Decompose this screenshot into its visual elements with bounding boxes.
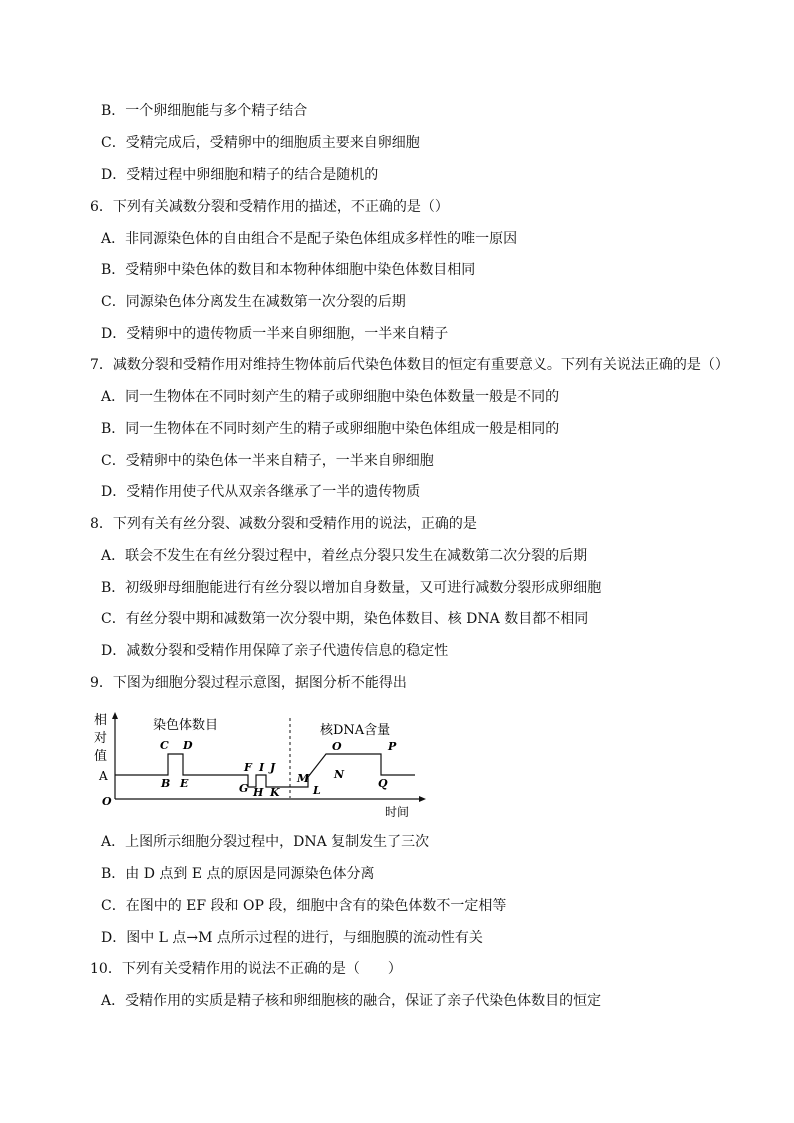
q7-option-b: B．同一生物体在不同时刻产生的精子或卵细胞中染色体组成一般是相同的 [101, 421, 560, 437]
y-axis-arrow [112, 712, 118, 719]
point-label: H [253, 786, 264, 799]
q7-option-d: D．受精作用使子代从双亲各继承了一半的遗传物质 [101, 484, 421, 500]
x-label: 时间 [385, 805, 410, 819]
q8-option-d: D．减数分裂和受精作用保障了亲子代遗传信息的稳定性 [101, 643, 449, 659]
option-c: C．受精完成后，受精卵中的细胞质主要来自卵细胞 [101, 135, 420, 151]
point-label: O [332, 740, 342, 753]
point-label: F [244, 761, 252, 774]
q6-option-d: D．受精卵中的遗传物质一半来自卵细胞，一半来自精子 [101, 326, 449, 342]
y-tick-a: A [99, 769, 108, 783]
point-label: E [180, 777, 189, 790]
q8-option-a: A．联会不发生在有丝分裂过程中，着丝点分裂只发生在减数第二次分裂的后期 [101, 548, 588, 564]
option-d: D．受精过程中卵细胞和精子的结合是随机的 [101, 167, 379, 183]
right-title: 核DNA含量 [320, 723, 391, 738]
point-label: K [270, 786, 280, 799]
left-title: 染色体数目 [153, 718, 219, 733]
q10-option-a: A．受精作用的实质是精子核和卵细胞核的融合，保证了亲子代染色体数目的恒定 [101, 993, 602, 1009]
question-8: 8．下列有关有丝分裂、减数分裂和受精作用的说法，正确的是 [90, 516, 477, 532]
q7-option-a: A．同一生物体在不同时刻产生的精子或卵细胞中染色体数量一般是不同的 [101, 389, 560, 405]
q9-option-b: B．由 D 点到 E 点的原因是同源染色体分离 [101, 866, 375, 882]
y-label-char: 相 [94, 713, 108, 728]
point-label: B [161, 777, 171, 790]
option-b: B．一个卵细胞能与多个精子结合 [101, 103, 308, 119]
point-label: N [334, 768, 345, 781]
point-label: D [183, 739, 193, 752]
question-10: 10．下列有关受精作用的说法不正确的是（ ） [90, 961, 402, 977]
q6-option-b: B．受精卵中染色体的数目和本物种体细胞中染色体数目相同 [101, 262, 476, 278]
q9-option-a: A．上图所示细胞分裂过程中，DNA 复制发生了三次 [101, 834, 430, 850]
point-label: M [297, 772, 310, 785]
q7-option-c: C．受精卵中的染色体一半来自精子，一半来自卵细胞 [101, 453, 434, 469]
point-label: J [270, 761, 276, 774]
point-label: Q [378, 777, 388, 790]
q9-option-d: D．图中 L 点→M 点所示过程的进行，与细胞膜的流动性有关 [101, 930, 483, 946]
point-label: L [313, 784, 321, 797]
q6-option-a: A．非同源染色体的自由组合不是配子染色体组成多样性的唯一原因 [101, 231, 518, 247]
point-label: P [388, 740, 397, 753]
y-label-char: 对 [94, 731, 108, 746]
origin-label: O [102, 795, 112, 808]
point-label: I [259, 761, 265, 774]
q6-option-c: C．同源染色体分离发生在减数第一次分裂的后期 [101, 294, 406, 310]
question-6: 6．下列有关减数分裂和受精作用的描述，不正确的是（） [90, 199, 449, 215]
question-9: 9．下图为细胞分裂过程示意图，据图分析不能得出 [90, 675, 407, 691]
q8-option-b: B．初级卵母细胞能进行有丝分裂以增加自身数量，又可进行减数分裂形成卵细胞 [101, 580, 602, 596]
question-7: 7．减数分裂和受精作用对维持生物体前后代染色体数目的恒定有重要意义。下列有关说法正确的是（） [90, 357, 729, 373]
x-axis-arrow [419, 796, 426, 802]
point-label: C [160, 739, 169, 752]
q8-option-c: C．有丝分裂中期和减数第一次分裂中期，染色体数目、核 DNA 数目都不相同 [101, 611, 589, 627]
point-label: G [239, 782, 249, 795]
cell-division-figure [88, 712, 428, 822]
q9-option-c: C．在图中的 EF 段和 OP 段，细胞中含有的染色体数不一定相等 [101, 898, 507, 914]
y-label-char: 值 [94, 749, 108, 764]
